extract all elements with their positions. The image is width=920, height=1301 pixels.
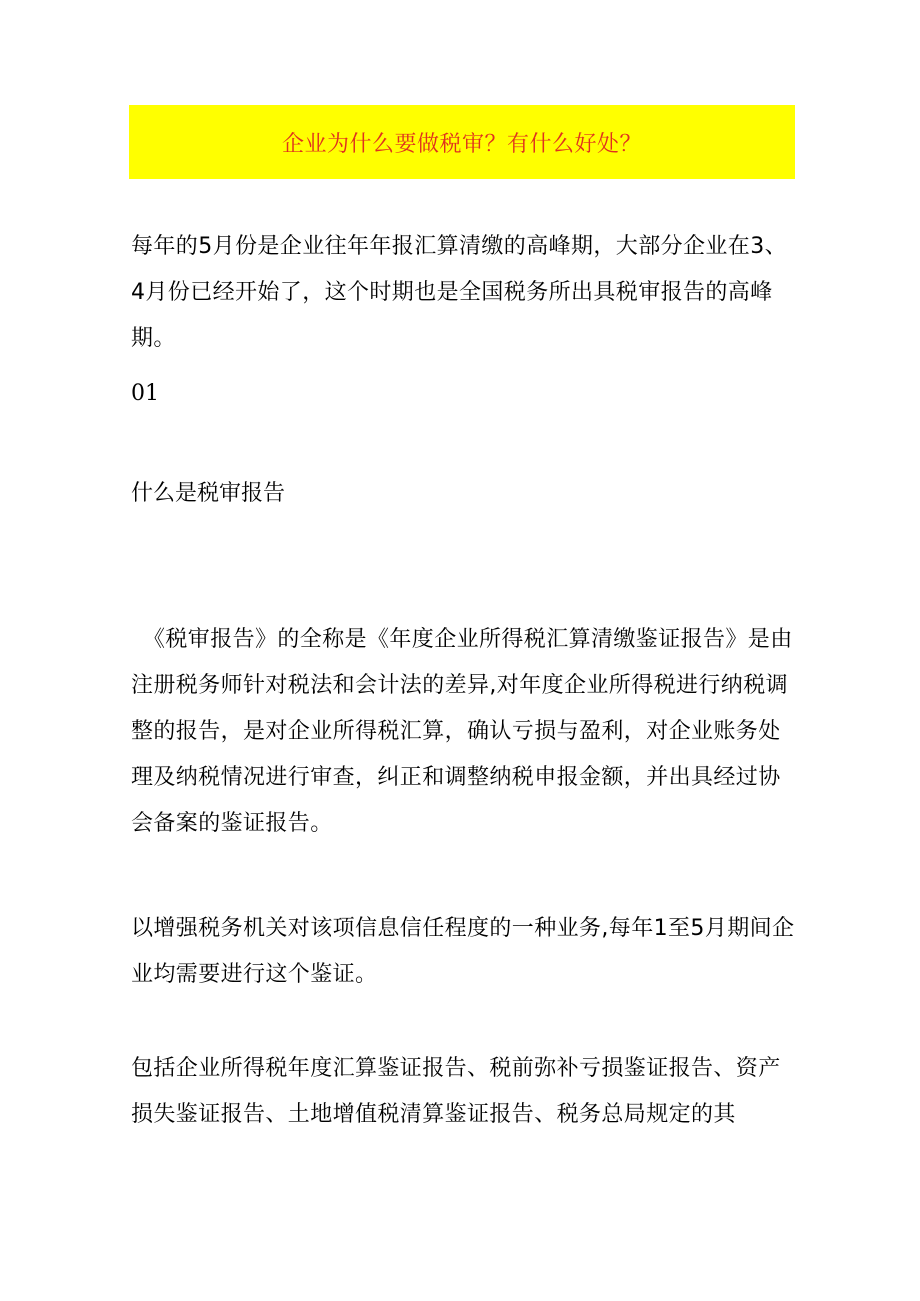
definition-paragraph: 《税审报告》的全称是《年度企业所得税汇算清缴鉴证报告》是由注册税务师针对税法和会计法的差异,对年度企业所得税进行纳税调整的报告，是对企业所得税汇算，确认亏损与盈利，对企业账务处理及纳税情况进行审查，纠正和调整纳税申报金额，并出具经过协会备案的鉴证报告。 — [131, 627, 793, 836]
title-banner — [129, 105, 795, 179]
intro-paragraph: 每年的5月份是企业往年年报汇算清缴的高峰期，大部分企业在3、4月份已经开始了，这个时期也是全国税务所出具税审报告的高峰期。 — [131, 234, 787, 351]
scope-paragraph: 包括企业所得税年度汇算鉴证报告、税前弥补亏损鉴证报告、资产损失鉴证报告、土地增值税清算鉴证报告、税务总局规定的其 — [131, 1056, 781, 1127]
purpose-paragraph: 以增强税务机关对该项信息信任程度的一种业务,每年1至5月期间企业均需要进行这个鉴证。 — [131, 916, 795, 987]
page-title: 企业为什么要做税审？有什么好处？ — [281, 131, 642, 157]
section-number: 01 — [131, 381, 159, 406]
section-heading: 什么是税审报告 — [131, 481, 286, 506]
